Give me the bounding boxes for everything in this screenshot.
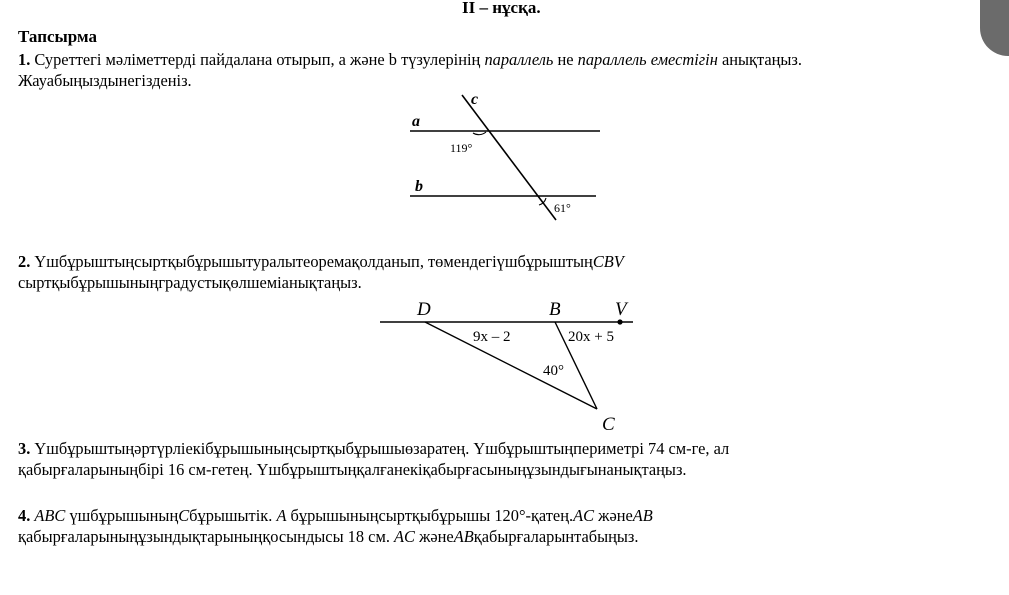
task1-figure — [400, 88, 620, 228]
task4-line2-ab: AB — [453, 527, 474, 546]
point-v — [617, 319, 622, 324]
task2-text-a: Үшбұрыштыңсыртқыбұрышытуралытеоремақолданып, төмендегіүшбұрыштың — [30, 252, 593, 271]
line-c — [462, 95, 556, 220]
task1-number: 1. — [18, 50, 31, 69]
task2-line1 — [18, 251, 624, 272]
expr-dbc: 9x – 2 — [473, 329, 511, 345]
task1-text-b: не — [553, 50, 578, 69]
task4-emph-ac: AC — [573, 506, 595, 525]
task1-emph-parallel: параллель — [484, 50, 554, 69]
label-v: V — [615, 299, 627, 320]
task2-line2: сыртқыбұрышыныңградустықөлшеміанықтаңыз. — [18, 273, 362, 292]
angle-arc-119 — [473, 132, 486, 135]
task3-line2: қабырғаларыныңбірі 16 см-гетең. Үшбұрыштыңқалғанекіқабырғасыныңұзындығынанықтаңыз. — [18, 460, 687, 479]
label-a: a — [412, 113, 420, 130]
page-corner-tab — [980, 0, 1009, 56]
task4-text-c: бұрышыныңсыртқыбұрышы 120°-қатең. — [286, 506, 574, 525]
task4-text-a: үшбұрышының — [65, 506, 179, 525]
angle-119-label: 119° — [450, 141, 473, 155]
section-title: Тапсырма — [18, 27, 97, 46]
task3-number: 3. — [18, 439, 31, 458]
task4-emph-a: A — [276, 506, 287, 525]
task3-text-a: Үшбұрыштыңәртүрліекібұрышыныңсыртқыбұрышыөзаратең. Үшбұрыштыңпериметрі 74 см-ге, ал — [30, 439, 730, 458]
label-d: D — [417, 299, 431, 320]
task4-emph-abc: ABC — [34, 506, 66, 525]
task1-line1 — [18, 49, 802, 70]
task2-figure — [375, 293, 650, 435]
label-c: c — [471, 91, 479, 108]
task4-line2-c: қабырғаларынтабыңыз. — [473, 527, 639, 546]
task4-text-d: және — [594, 506, 633, 525]
task3-line1 — [18, 438, 729, 459]
task4-line2-ac: AC — [394, 527, 415, 546]
task4-line2 — [18, 526, 638, 547]
variant-heading: ІІ – нұсқа. — [462, 0, 541, 17]
task1-line2: Жауабыңыздынегізденіз. — [18, 71, 192, 90]
label-b-point: B — [549, 299, 561, 320]
expr-cbv: 20x + 5 — [568, 329, 614, 345]
task4-number: 4. — [18, 506, 31, 525]
task2-number: 2. — [18, 252, 31, 271]
task2-emph-cbv: CBV — [592, 252, 624, 271]
task4-line2-b: және — [414, 527, 454, 546]
label-c-point: C — [602, 414, 615, 435]
angle-40-label: 40° — [543, 363, 564, 379]
task4-line2-a: қабырғаларыныңұзындықтарыныңқосындысы 18 см. — [18, 527, 395, 546]
task1-text-a: Суреттегі мәліметтерді пайдалана отырып, a және b түзулерінің — [30, 50, 485, 69]
task1-text-c: анықтаңыз. — [717, 50, 802, 69]
label-b: b — [415, 178, 423, 195]
angle-61-label: 61° — [554, 201, 571, 215]
task4-text-b: бұрышытік. — [189, 506, 277, 525]
task1-emph-not-parallel: параллель еместігін — [577, 50, 718, 69]
task4-emph-c: C — [178, 506, 190, 525]
task4-line1 — [18, 505, 653, 526]
task4-emph-ab: AB — [632, 506, 653, 525]
